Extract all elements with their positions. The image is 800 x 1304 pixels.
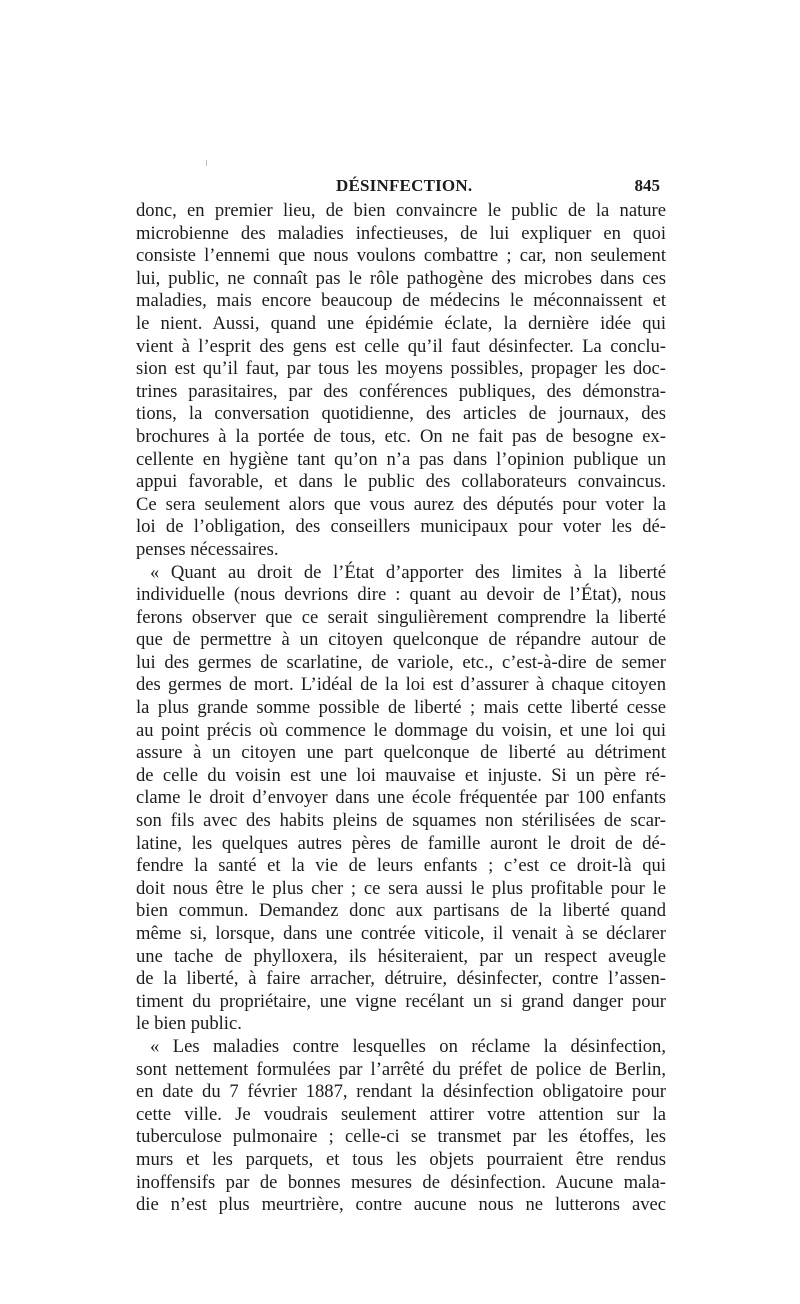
text-line: trines parasitaires, par des conférences publiques, des démonstra-	[136, 380, 666, 402]
text-line: penses nécessaires.	[136, 538, 279, 560]
text-line: lui, public, ne connaît pas le rôle pathogène des microbes dans ces	[136, 267, 666, 289]
text-line: le bien public.	[136, 1013, 242, 1035]
scan-speck	[206, 160, 207, 166]
text-line: murs et les parquets, et tous les objets pourraient être rendus	[136, 1148, 666, 1170]
text-line: que de permettre à un citoyen quelconque de répandre autour de	[136, 629, 666, 651]
page	[136, 172, 666, 1217]
text-line: de la liberté, à faire arracher, détruire, désinfecter, contre l’assen-	[136, 968, 666, 990]
text-line: appui favorable, et dans le public des collaborateurs convaincus.	[136, 471, 666, 493]
text-line: le nient. Aussi, quand une épidémie éclate, la dernière idée qui	[136, 312, 666, 334]
text-line: une tache de phylloxera, ils hésiteraient, par un respect aveugle	[136, 945, 666, 967]
text-line: tuberculose pulmonaire ; celle-ci se transmet par les étoffes, les	[136, 1126, 666, 1148]
text-line: maladies, mais encore beaucoup de médecins le méconnaissent et	[136, 290, 666, 312]
text-line: vient à l’esprit des gens est celle qu’il faut désinfecter. La conclu-	[136, 335, 666, 357]
text-line: assure à un citoyen une part quelconque de liberté au détriment	[136, 742, 666, 764]
text-line: lui des germes de scarlatine, de variole, etc., c’est-à-dire de semer	[136, 651, 666, 673]
text-line: fendre la santé et la vie de leurs enfants ; c’est ce droit-là qui	[136, 855, 666, 877]
text-line: tions, la conversation quotidienne, des articles de journaux, des	[136, 403, 666, 425]
text-line: microbienne des maladies infectieuses, de lui expliquer en quoi	[136, 222, 666, 244]
text-line: timent du propriétaire, une vigne recélant un si grand danger pour	[136, 990, 666, 1012]
body-text	[136, 200, 666, 1217]
text-line: loi de l’obligation, des conseillers municipaux pour voter les dé-	[136, 516, 666, 538]
text-line: cette ville. Je voudrais seulement attirer votre attention sur la	[136, 1103, 666, 1125]
text-line: individuelle (nous devrions dire : quant au devoir de l’État), nous	[136, 584, 666, 606]
page-number: 845	[634, 176, 660, 195]
text-line: donc, en premier lieu, de bien convaincre le public de la nature	[136, 200, 666, 221]
running-header	[136, 172, 666, 200]
text-line: die n’est plus meurtrière, contre aucune nous ne lutterons avec	[136, 1194, 666, 1216]
text-line: « Les maladies contre lesquelles on réclame la désinfection,	[150, 1035, 666, 1057]
text-line: latine, les quelques autres pères de famille auront le droit de dé-	[136, 832, 666, 854]
text-line: ferons observer que ce serait singulièrement comprendre la liberté	[136, 606, 666, 628]
text-line: sion est qu’il faut, par tous les moyens possibles, propager les doc-	[136, 358, 666, 380]
text-line: la plus grande somme possible de liberté ; mais cette liberté cesse	[136, 697, 666, 719]
text-line: cellente en hygiène tant qu’on n’a pas dans l’opinion publique un	[136, 448, 666, 470]
text-line: inoffensifs par de bonnes mesures de désinfection. Aucune mala-	[136, 1171, 666, 1193]
text-line: son fils avec des habits pleins de squames non stérilisées de scar-	[136, 810, 666, 832]
text-line: Ce sera seulement alors que vous aurez des députés pour voter la	[136, 493, 666, 515]
text-line: brochures à la portée de tous, etc. On ne fait pas de besogne ex-	[136, 425, 666, 447]
text-line: « Quant au droit de l’État d’apporter des limites à la liberté	[150, 561, 666, 583]
text-line: sont nettement formulées par l’arrêté du préfet de police de Berlin,	[136, 1058, 666, 1080]
text-line: doit nous être le plus cher ; ce sera aussi le plus profitable pour le	[136, 877, 666, 899]
text-line: consiste l’ennemi que nous voulons combattre ; car, non seulement	[136, 245, 666, 267]
text-line: clame le droit d’envoyer dans une école fréquentée par 100 enfants	[136, 787, 666, 809]
text-line: en date du 7 février 1887, rendant la désinfection obligatoire pour	[136, 1081, 666, 1103]
text-line: bien commun. Demandez donc aux partisans de la liberté quand	[136, 900, 666, 922]
text-line: de celle du voisin est une loi mauvaise et injuste. Si un père ré-	[136, 764, 666, 786]
text-line: au point précis où commence le dommage du voisin, et une loi qui	[136, 719, 666, 741]
text-line: même si, lorsque, dans une contrée viticole, il venait à se déclarer	[136, 923, 666, 944]
running-title: DÉSINFECTION.	[336, 176, 473, 195]
text-line: des germes de mort. L’idéal de la loi est d’assurer à chaque citoyen	[136, 674, 666, 696]
